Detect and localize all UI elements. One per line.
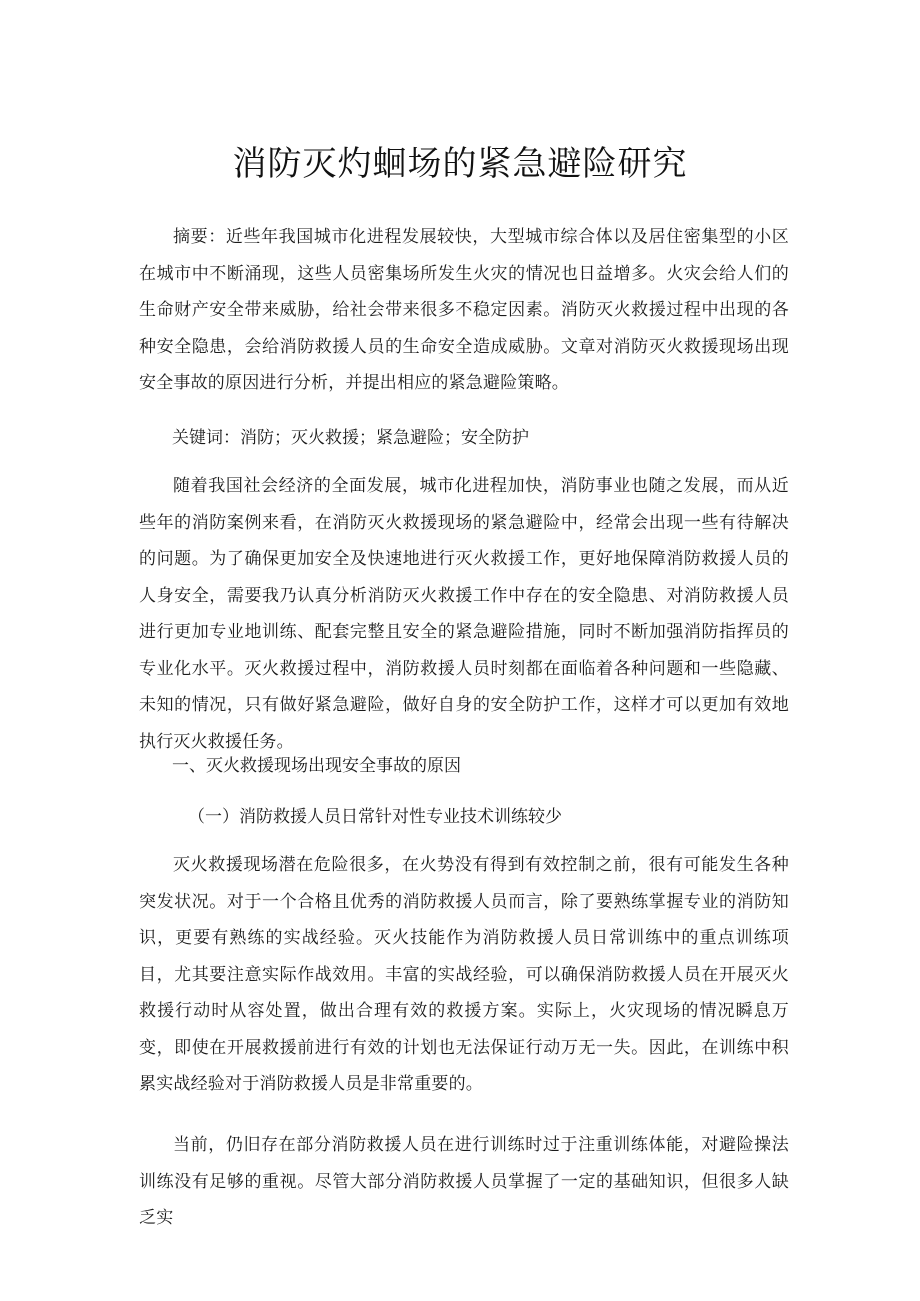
body-paragraph-1: 灭火救援现场潜在危险很多，在火势没有得到有效控制之前，很有可能发生各种突发状况。对于一个合格且优秀的消防救援人员而言，除了要熟练掌握专业的消防知识，更要有熟练的实战经验。灭火技能作为消防救援人员日常训练中的重点训练项目，尤其要注意实际作战效用。丰富的实战经验，可以确保消防救援人员在开展灭火救援行动时从容处置，做出合理有效的救援方案。实际上，火灾现场的情况瞬息万变，即使在开展救援前进行有效的计划也无法保证行动万无一失。因此，在训练中积累实战经验对于消防救援人员是非常重要的。 bbox=[139, 855, 789, 1094]
abstract-paragraph: 摘要：近些年我国城市化进程发展较快，大型城市综合体以及居住密集型的小区在城市中不断涌现，这些人员密集场所发生火灾的情况也日益增多。火灾会给人们的生命财产安全带来威胁，给社会带来很多不稳定因素。消防灭火救援过程中出现的各种安全隐患，会给消防救援人员的生命安全造成威胁。文章对消防灭火救援现场出现安全事故的原因进行分析，并提出相应的紧急避险策略。 bbox=[139, 227, 789, 393]
subsection-heading: （一）消防救援人员日常针对性专业技术训练较少 bbox=[188, 807, 562, 827]
document-title: 消防灭灼蛔场的紧急避险研究 bbox=[232, 144, 688, 184]
body-paragraph-2: 当前，仍旧存在部分消防救援人员在进行训练时过于注重训练体能，对避险操法训练没有足够的重视。尽管大部分消防救援人员掌握了一定的基础知识，但很多人缺乏实 bbox=[139, 1135, 789, 1228]
intro-paragraph: 随着我国社会经济的全面发展，城市化进程加快，消防事业也随之发展，而从近些年的消防案例来看，在消防灭火救援现场的紧急避险中，经常会出现一些有待解决的问题。为了确保更加安全及快速地进行灭火救援工作，更好地保障消防救援人员的人身安全，需要我乃认真分析消防灭火救援工作中存在的安全隐患、对消防救援人员进行更加专业地训练、配套完整且安全的紧急避险措施，同时不断加强消防指挥员的专业化水平。灭火救援过程中，消防救援人员时刻都在面临着各种问题和一些隐藏、未知的情况，只有做好紧急避险，做好自身的安全防护工作，这样才可以更加有效地执行灭火救援任务。 bbox=[139, 476, 789, 752]
section-heading: 一、灭火救援现场出现安全事故的原因 bbox=[172, 756, 461, 776]
keywords-line: 关键词：消防；灭火救援；紧急避险；安全防护 bbox=[172, 428, 529, 448]
